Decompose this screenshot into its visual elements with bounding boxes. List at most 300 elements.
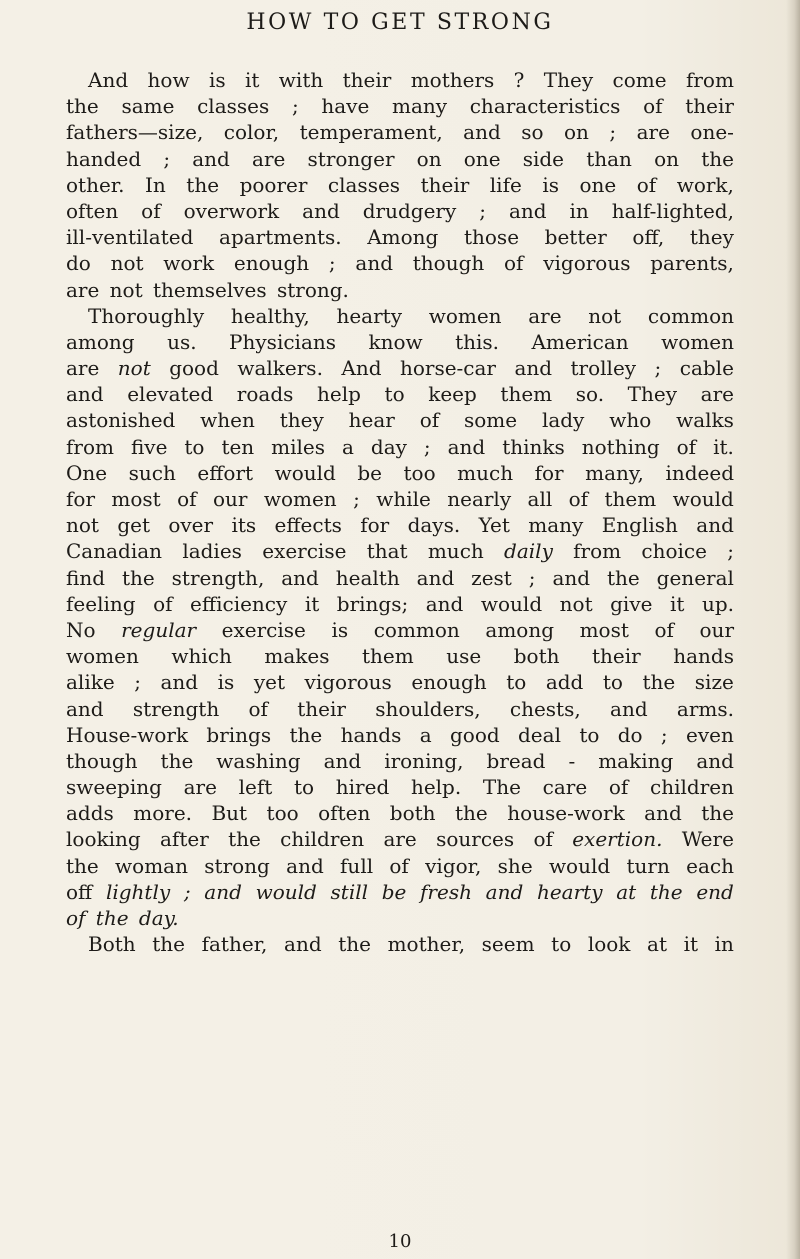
text-line [66, 172, 734, 198]
word: common [373, 617, 460, 642]
text-line [66, 355, 734, 381]
word: characteristics [469, 94, 621, 119]
word: would [548, 853, 611, 878]
word: they [279, 408, 324, 433]
word: on [654, 146, 680, 171]
word: of [533, 827, 553, 852]
word: regular [121, 617, 197, 642]
word: the [701, 801, 734, 826]
word: better [544, 225, 607, 250]
word: it [304, 591, 320, 616]
word: Both [88, 932, 136, 957]
word: drudgery [362, 198, 457, 223]
word: classes [327, 172, 401, 197]
word: ; [654, 356, 662, 381]
word: strength [132, 696, 220, 721]
word: One [66, 460, 108, 485]
word: over [168, 513, 214, 538]
word: from [66, 434, 114, 459]
word: help [317, 382, 361, 407]
word: health [335, 565, 400, 590]
word: ironing, [384, 748, 464, 773]
text-line [66, 407, 734, 433]
word: the [66, 94, 99, 119]
word: English [601, 513, 678, 538]
word: our [699, 617, 734, 642]
page-number: 10 [388, 1231, 412, 1252]
word: fresh [420, 879, 472, 904]
word: strong [204, 853, 270, 878]
word: such [128, 460, 176, 485]
word: exertion. [572, 827, 663, 852]
word: They [627, 382, 678, 407]
word: exercise [262, 539, 347, 564]
word: for [360, 513, 390, 538]
word: women [66, 644, 139, 669]
word: of [568, 487, 589, 511]
word: and [644, 801, 682, 826]
word: In [145, 172, 166, 197]
word: their [592, 644, 641, 669]
text-line [66, 669, 734, 695]
word: though [412, 251, 485, 276]
word: it [683, 932, 699, 957]
word: walkers. [237, 356, 323, 381]
word: is [331, 617, 349, 642]
word: ; [609, 120, 617, 145]
word: effects [274, 513, 342, 538]
word: Were [681, 827, 734, 852]
word: with [278, 68, 324, 92]
word: women [661, 329, 734, 354]
word: and [192, 146, 230, 171]
word: - [568, 748, 576, 773]
word: daily [504, 539, 553, 564]
word: though [66, 748, 138, 773]
word: trolley [570, 356, 637, 381]
word: are [700, 382, 734, 407]
word: And [88, 68, 129, 92]
word: of [636, 172, 657, 197]
word: one [579, 172, 617, 197]
word: work [163, 251, 215, 276]
word: most [579, 617, 629, 642]
word: sources [436, 827, 515, 852]
word: are [183, 775, 217, 800]
word: handed [66, 146, 142, 171]
word: Physicians [229, 329, 337, 354]
word: end [696, 879, 734, 904]
word: feeling [66, 591, 136, 616]
word: elevated [127, 382, 214, 407]
word: of [676, 434, 697, 459]
text-segment: are not themselves strong. [66, 277, 349, 302]
text-line [66, 93, 734, 119]
word: up. [701, 591, 734, 616]
word: of [389, 853, 409, 878]
word: a [419, 722, 432, 747]
word: But [211, 801, 248, 826]
word: ladies [182, 539, 242, 564]
word: would [672, 487, 734, 511]
word: one- [690, 120, 734, 145]
word: to [184, 434, 205, 459]
text-line [66, 303, 734, 329]
word: would [480, 591, 543, 616]
word: the [121, 565, 155, 590]
word: so [521, 120, 544, 145]
word: stronger [307, 146, 395, 171]
word: vigorous [543, 251, 631, 276]
word: add [545, 670, 584, 695]
word: other. [66, 172, 125, 197]
word: arms. [676, 696, 734, 721]
word: nothing [581, 434, 660, 459]
word: and [286, 853, 324, 878]
text-line [66, 277, 734, 303]
word: one [463, 146, 501, 171]
word: the [289, 722, 323, 747]
word: horse-car [399, 356, 496, 381]
word: overwork [183, 198, 280, 223]
word: are [252, 146, 286, 171]
word: women [263, 487, 337, 511]
word: among [485, 617, 555, 642]
word: healthy, [230, 303, 310, 328]
word: to [294, 775, 315, 800]
word: often [66, 198, 119, 223]
page-edge-shadow [786, 0, 800, 1259]
text-line [66, 879, 734, 905]
word: hearty [336, 303, 403, 328]
word: washing [216, 748, 301, 773]
word: not [117, 356, 151, 381]
word: and [302, 198, 340, 223]
word: mother, [387, 932, 466, 957]
word: enough [411, 670, 487, 695]
word: both [513, 644, 560, 669]
word: often [318, 801, 371, 826]
word: look [587, 932, 631, 957]
word: vigorous [304, 670, 392, 695]
word: the [152, 932, 186, 957]
word: color, [223, 120, 280, 145]
word: ; [353, 487, 360, 511]
text-line [66, 748, 734, 774]
word: give [610, 591, 653, 616]
word: them [361, 644, 414, 669]
word: find [66, 565, 106, 590]
word: hearty [536, 879, 603, 904]
word: are [383, 827, 417, 852]
word: are [528, 303, 562, 328]
word: children [280, 827, 365, 852]
word: than [586, 146, 632, 171]
word: and [485, 879, 524, 904]
text-line [66, 146, 734, 172]
word: ? [513, 68, 525, 92]
word: them [604, 487, 657, 511]
word: this. [455, 329, 500, 354]
word: and [508, 198, 547, 223]
word: thinks [502, 434, 565, 459]
word: brings [206, 722, 272, 747]
word: too [403, 460, 436, 485]
word: House-work [66, 722, 189, 747]
word: full [340, 853, 374, 878]
word: at [616, 879, 637, 904]
text-line [66, 460, 734, 486]
text-line [66, 826, 734, 852]
word: them [500, 382, 553, 407]
word: each [686, 853, 734, 878]
word: side [522, 146, 565, 171]
word: roads [236, 382, 294, 407]
word: bread [486, 748, 546, 773]
word: ; [291, 94, 299, 119]
word: is [217, 670, 235, 695]
word: sweeping [66, 775, 162, 800]
word: how [147, 68, 190, 92]
body-text [66, 67, 734, 957]
word: use [446, 644, 482, 669]
word: of [643, 94, 663, 119]
word: size [694, 670, 734, 695]
word: off, [632, 225, 665, 250]
text-line [66, 119, 734, 145]
word: the [455, 801, 488, 826]
word: mothers [410, 68, 495, 92]
text-line [66, 905, 734, 931]
word: common [647, 303, 734, 328]
word: the [642, 670, 676, 695]
word: good [449, 722, 500, 747]
word: No [66, 617, 96, 642]
word: lady [541, 408, 585, 433]
word: not [66, 513, 99, 538]
word: temperament, [299, 120, 443, 145]
text-line [66, 512, 734, 538]
word: us. [167, 329, 197, 354]
word: in [569, 198, 589, 223]
word: hired [335, 775, 390, 800]
word: are [636, 120, 670, 145]
word: of [504, 251, 524, 276]
word: of [419, 408, 440, 433]
word: and [552, 565, 591, 590]
word: brings; [336, 591, 409, 616]
text-line [66, 617, 734, 643]
word: classes [197, 94, 270, 119]
word: to [506, 670, 527, 695]
word: do [617, 722, 643, 747]
word: and [610, 696, 648, 721]
word: at [647, 932, 667, 957]
word: ten [221, 434, 255, 459]
word: to [602, 670, 623, 695]
word: its [231, 513, 257, 538]
word: is [208, 68, 226, 92]
word: zest [471, 565, 512, 590]
word: day [370, 434, 407, 459]
word: of [153, 591, 173, 616]
word: Among [367, 225, 439, 250]
word: house-work [507, 801, 625, 826]
word: would [255, 879, 317, 904]
word: choice [641, 539, 707, 564]
word: a [342, 434, 354, 459]
word: Yet [478, 513, 510, 538]
word: general [656, 565, 734, 590]
text-line [66, 434, 734, 460]
word: efficiency [190, 591, 288, 616]
word: so. [575, 382, 605, 407]
word: and [204, 879, 242, 904]
word: which [171, 644, 232, 669]
word: The [482, 775, 521, 800]
word: after [160, 827, 209, 852]
word: left [238, 775, 273, 800]
word: apartments. [219, 225, 342, 250]
word: their [420, 172, 470, 197]
word: care [542, 775, 588, 800]
word: our [212, 487, 248, 511]
word: fathers—size, [66, 120, 204, 145]
word: their [342, 68, 392, 92]
word: many [391, 94, 448, 119]
word: and [284, 932, 322, 957]
word: still [330, 879, 369, 904]
word: for [534, 460, 564, 485]
word: too [266, 801, 299, 826]
word: on [564, 120, 589, 145]
word: of [177, 487, 197, 511]
word: and [514, 356, 553, 381]
word: poorer [239, 172, 308, 197]
word: yet [253, 670, 285, 695]
word: off [66, 879, 93, 904]
word: of [141, 198, 161, 223]
text-line [66, 696, 734, 722]
word: turn [626, 853, 670, 878]
word: cable [679, 356, 734, 381]
text-line [66, 853, 734, 879]
word: vigor, [425, 853, 482, 878]
word: much [427, 539, 484, 564]
word: in [714, 932, 734, 957]
word: many [528, 513, 584, 538]
word: American [531, 329, 629, 354]
word: nearly [447, 487, 512, 511]
text-line [66, 800, 734, 826]
word: the [338, 932, 371, 957]
word: and [66, 696, 104, 721]
word: and [696, 748, 734, 773]
word: shoulders, [375, 696, 481, 721]
word: to [384, 382, 405, 407]
word: enough [233, 251, 310, 276]
word: ; [479, 198, 486, 223]
word: to [579, 722, 600, 747]
text-line [66, 591, 734, 617]
word: for [66, 487, 96, 511]
word: woman [115, 853, 188, 878]
word: the [66, 853, 99, 878]
word: to [551, 932, 572, 957]
word: walks [676, 408, 734, 433]
text-line [66, 538, 734, 564]
word: be [357, 460, 382, 485]
word: it [244, 68, 260, 92]
word: keep [428, 382, 477, 407]
word: help. [410, 775, 462, 800]
word: their [297, 696, 346, 721]
word: come [612, 68, 667, 92]
word: making [598, 748, 674, 773]
word: indeed [665, 460, 734, 485]
word: life [489, 172, 522, 197]
word: days. [407, 513, 461, 538]
text-segment: of the day. [66, 906, 179, 930]
word: and [696, 513, 734, 538]
word: and [323, 748, 362, 773]
word: And [341, 356, 382, 381]
word: do [66, 251, 91, 276]
word: ; [528, 565, 536, 590]
word: not [588, 303, 622, 328]
word: and [463, 120, 501, 145]
word: and [160, 670, 199, 695]
word: from [685, 68, 734, 92]
word: not [559, 591, 593, 616]
word: while [376, 487, 431, 511]
word: and [281, 565, 319, 590]
word: both [389, 801, 436, 826]
text-line [66, 250, 734, 276]
word: hands [340, 722, 402, 747]
word: more. [133, 801, 193, 826]
word: and [425, 591, 464, 616]
word: good [169, 356, 219, 381]
text-line [66, 486, 734, 512]
word: ill-ventilated [66, 225, 194, 250]
word: They [543, 68, 594, 92]
word: who [609, 408, 652, 433]
text-line [66, 565, 734, 591]
word: of [654, 617, 674, 642]
word: be [381, 879, 407, 904]
word: ; [727, 539, 734, 564]
word: and [355, 251, 394, 276]
word: from [573, 539, 622, 564]
text-line [66, 643, 734, 669]
word: Thoroughly [88, 303, 205, 328]
word: five [130, 434, 168, 459]
word: same [121, 94, 175, 119]
text-line [66, 381, 734, 407]
word: and [447, 434, 486, 459]
word: that [366, 539, 408, 564]
word: would [274, 460, 336, 485]
word: hands [673, 644, 734, 669]
word: half-lighted, [611, 198, 734, 223]
word: most [111, 487, 161, 511]
word: some [463, 408, 518, 433]
text-line [66, 224, 734, 250]
word: many, [585, 460, 644, 485]
word: know [368, 329, 423, 354]
word: she [497, 853, 533, 878]
